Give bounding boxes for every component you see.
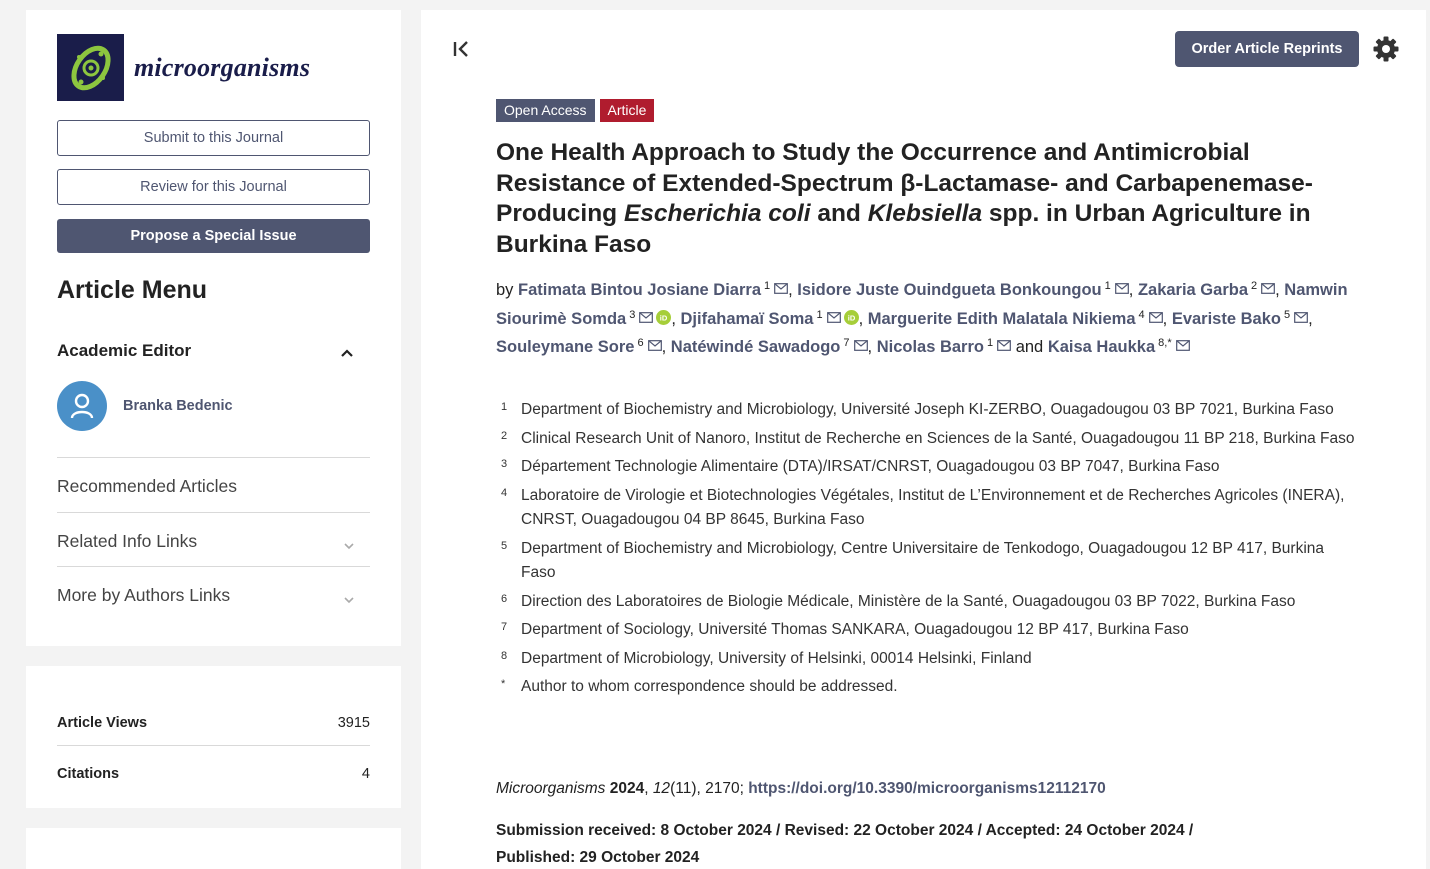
recommended-articles-item[interactable]: [57, 457, 370, 512]
more-by-authors-label: More by Authors Links: [57, 585, 231, 605]
author-affiliation-sup: 3: [629, 308, 636, 321]
journal-name: microorganisms: [134, 52, 311, 82]
affiliation-text: Department of Sociology, Université Thomas SANKARA, Ouagadougou 12 BP 417, Burkina Faso: [521, 621, 1189, 638]
chevron-down-icon[interactable]: [342, 593, 356, 607]
propose-special-issue-button[interactable]: Propose a Special Issue: [57, 219, 370, 253]
author-affiliation-sup: 5: [1283, 308, 1291, 321]
microbe-logo-icon: [57, 34, 124, 101]
chevron-down-icon[interactable]: [342, 539, 356, 553]
author-list: by Fatimata Bintou Josiane Diarra $^1$ , Isidore Juste Ouindgueta Bonkoungou $^1$ , Zakaria Garba $^2$ , Namwin Siourimè Somda $^3$ iD , Djifahamaï Soma $^1$ iD , Marguerite Edith Malatala Nikiema $^4$ , Evariste Bako $^5$ , Souleymane Sore $^6$ , Natéwindé Sawadogo $^7$ , Nicolas Barro $^1$ and Kaisa Haukka $^{8,*}$: [496, 280, 1348, 357]
affiliation-text: Department of Biochemistry and Microbiology, Université Joseph KI-ZERBO, Ouagadougou 03 BP 7021, Burkina Faso: [521, 401, 1334, 418]
article-menu-title: Article Menu: [57, 276, 208, 304]
author-entry: [877, 338, 1011, 356]
author-name[interactable]: Djifahamaï Soma: [680, 309, 814, 328]
email-icon[interactable]: [854, 340, 868, 351]
article-menu-panel: [26, 10, 401, 646]
author-entry: [518, 281, 788, 299]
author-affiliation-sup: 1: [986, 337, 994, 350]
affiliation-item: [501, 398, 1361, 423]
article-type-badge: Article: [600, 99, 655, 122]
author-affiliation-sup: 1: [1104, 280, 1111, 292]
email-icon[interactable]: [1149, 312, 1163, 323]
publication-dates: Submission received: 8 October 2024 / Revised: 22 October 2024 / Accepted: 24 October 2024 / Published: 29 October 2024: [496, 822, 1194, 866]
order-reprints-button[interactable]: Order Article Reprints: [1175, 31, 1359, 67]
affiliation-number: 2: [501, 429, 508, 442]
by-label: by: [496, 281, 519, 299]
email-icon[interactable]: [639, 312, 653, 323]
author-name[interactable]: Marguerite Edith Malatala Nikiema: [867, 309, 1136, 328]
svg-text:iD: iD: [847, 313, 855, 323]
author-entry: [1138, 281, 1275, 299]
extra-panel: [26, 828, 401, 869]
author-entry: [496, 338, 662, 356]
author-name[interactable]: Isidore Juste Ouindgueta Bonkoungou: [797, 281, 1102, 299]
author-entry: [1048, 338, 1190, 356]
affiliation-number: 8: [501, 649, 508, 662]
author-name[interactable]: Kaisa Haukka: [1047, 338, 1156, 357]
article-badges: [496, 99, 654, 122]
author-affiliation-sup: 4: [1138, 308, 1145, 321]
affiliation-text: Department of Microbiology, University of Helsinki, 00014 Helsinki, Finland: [521, 649, 1032, 667]
email-icon[interactable]: [997, 340, 1011, 351]
author-affiliation-sup: 6: [637, 337, 644, 350]
email-icon[interactable]: [1176, 340, 1190, 351]
affiliation-item: [501, 675, 1361, 700]
email-icon[interactable]: [774, 283, 788, 294]
affiliation-item: [501, 618, 1361, 643]
email-icon[interactable]: [1115, 283, 1129, 294]
author-name[interactable]: Evariste Bako: [1171, 309, 1281, 328]
author-name[interactable]: Natéwindé Sawadogo: [670, 338, 841, 357]
affiliation-text: Clinical Research Unit of Nanoro, Institut de Recherche en Sciences de la Santé, Ouagadougou 11 BP 218, Burkina Faso: [521, 429, 1355, 447]
chevron-up-icon[interactable]: [339, 345, 355, 361]
affiliation-text: Département Technologie Alimentaire (DTA)/IRSAT/CNRST, Ouagadougou 03 BP 7047, Burkina Faso: [521, 458, 1220, 475]
author-entry: [797, 281, 1128, 299]
affiliation-text: Department of Biochemistry and Microbiology, Centre Universitaire de Tenkodogo, Ouagadougou 12 BP 417, Burkina Faso: [521, 539, 1325, 581]
author-affiliation-sup: 1: [816, 308, 823, 321]
email-icon[interactable]: [648, 340, 662, 351]
affiliations-list: [501, 398, 1361, 704]
article-title: One Health Approach to Study the Occurrence and Antimicrobial Resistance of Extended-Spectrum β-Lactamase- and Carbapenemase-Producing Escherichia coli and Klebsiella spp. in Urban Agriculture in Burkina Faso: [496, 139, 1313, 258]
affiliation-number: 1: [501, 401, 508, 413]
affiliation-text: Direction des Laboratoires de Biologie Médicale, Ministère de la Santé, Ouagadougou 03 BP 7022, Burkina Faso: [521, 592, 1296, 610]
svg-text:iD: iD: [660, 313, 668, 323]
affiliation-item: [501, 484, 1361, 533]
academic-editor[interactable]: [57, 381, 233, 431]
related-info-links-item[interactable]: [57, 512, 370, 566]
recommended-articles-label: Recommended Articles: [57, 476, 237, 496]
author-name[interactable]: Namwin Siourimè Somda: [496, 281, 1348, 328]
affiliation-number: 5: [501, 539, 508, 552]
email-icon[interactable]: [1261, 283, 1275, 294]
affiliation-number: *: [501, 678, 506, 690]
submit-to-journal-button[interactable]: Submit to this Journal: [57, 120, 370, 156]
affiliation-item: [501, 427, 1361, 452]
affiliation-number: 4: [501, 486, 508, 499]
gear-icon[interactable]: [1372, 35, 1400, 63]
author-entry: [1172, 310, 1308, 328]
academic-editor-heading[interactable]: Academic Editor: [57, 341, 192, 360]
article-views-value: 3915: [337, 715, 370, 731]
article-main: [421, 10, 1426, 869]
citations-value: 4: [361, 766, 370, 782]
affiliation-text: Author to whom correspondence should be addressed.: [521, 678, 898, 695]
more-by-authors-item[interactable]: [57, 566, 370, 620]
article-views-row: [57, 696, 370, 746]
affiliation-item: [501, 455, 1361, 480]
affiliation-number: 6: [501, 592, 508, 605]
affiliation-item: [501, 590, 1361, 615]
author-affiliation-sup: 1: [764, 280, 771, 292]
author-affiliation-sup: 7: [843, 337, 850, 350]
related-info-links-label: Related Info Links: [57, 531, 198, 551]
email-icon[interactable]: [1294, 312, 1308, 323]
author-entry: [868, 310, 1163, 328]
journal-logo[interactable]: [57, 34, 310, 101]
and-label: and: [1011, 338, 1048, 357]
orcid-icon[interactable]: [844, 310, 859, 325]
citation-line: Microorganisms 2024, 12(11), 2170; https://doi.org/10.3390/microorganisms12112170: [496, 780, 1106, 797]
author-entry: [681, 310, 859, 328]
citations-row: [57, 747, 370, 797]
author-name[interactable]: Nicolas Barro: [876, 338, 984, 357]
affiliation-text: Laboratoire de Virologie et Biotechnologies Végétales, Institut de L’Environnement et de Recherches Agricoles (INERA), CNRST, Ouagadougou 04 BP 8645, Burkina Faso: [521, 486, 1345, 528]
affiliation-number: 3: [501, 458, 508, 470]
author-name[interactable]: Souleymane Sore: [496, 338, 635, 357]
author-affiliation-sup: 8,*: [1158, 337, 1172, 350]
orcid-icon[interactable]: [656, 310, 671, 325]
email-icon[interactable]: [827, 312, 841, 323]
article-views-label: Article Views: [57, 715, 148, 731]
affiliation-number: 7: [501, 621, 508, 633]
doi-link[interactable]: https://doi.org/10.3390/microorganisms12112170: [748, 780, 1106, 797]
affiliation-item: [501, 537, 1361, 586]
author-entry: [671, 338, 868, 356]
open-access-badge: Open Access: [496, 99, 595, 122]
collapse-sidebar-icon[interactable]: [451, 38, 473, 60]
article-stats-panel: [26, 666, 401, 808]
user-avatar-icon: [57, 381, 107, 431]
author-name[interactable]: Zakaria Garba: [1137, 281, 1248, 299]
author-affiliation-sup: 2: [1251, 280, 1258, 292]
review-for-journal-button[interactable]: Review for this Journal: [57, 169, 370, 205]
affiliation-item: [501, 647, 1361, 672]
editor-name[interactable]: Branka Bedenic: [123, 398, 233, 414]
citations-label: Citations: [57, 766, 120, 782]
author-name[interactable]: Fatimata Bintou Josiane Diarra: [518, 281, 761, 299]
